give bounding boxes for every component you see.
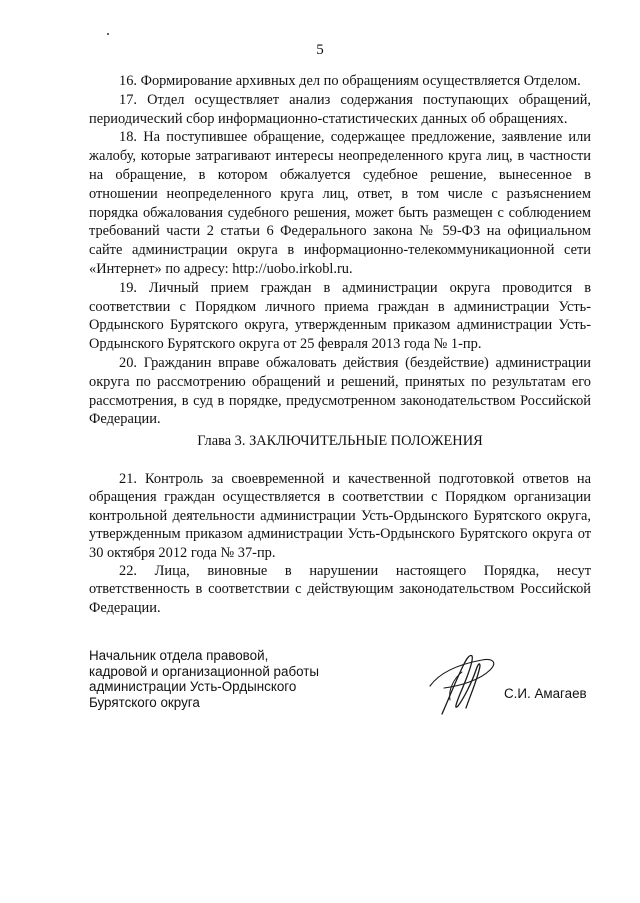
paragraph-22: 22. Лица, виновные в нарушении настоящего Порядка, несут ответственность в соответствии с действующим законодательством Российской Федерации. — [89, 563, 591, 616]
body-section-chapter-3 — [89, 470, 591, 617]
signatory-title-line: Бурятского округа — [89, 694, 200, 710]
paragraph-18: 18. На поступившее обращение, содержащее предложение, заявление или жалобу, которые затрагивают интересы неопределенного круга лиц, в частности на обращение, в котором обжалуется судебное решение, вынесенное в отношении неопределенного круга лиц, ответ, в том числе с разъяснением порядка обжалования судебного решения, может быть размещен с соблюдением требований части 2 статьи 6 Федерального закона № 59-ФЗ на официальном сайте администрации округа в информационно-телекоммуникационной сети «Интернет» по адресу: http://uobo.irkobl.ru. — [89, 129, 591, 277]
paragraph-21: 21. Контроль за своевременной и качественной подготовкой ответов на обращения граждан осуществляется в соответствии с Порядком организации контрольной деятельности администрации Усть-Ордынского Бурятского округа, утвержденным приказом администрации Усть-Ордынского Бурятского округа от 30 октября 2012 года № 37-пр. — [89, 471, 591, 561]
signatory-title-line: администрации Усть-Ордынского — [89, 679, 297, 695]
page-number: 5 — [316, 42, 324, 58]
paragraph-17: 17. Отдел осуществляет анализ содержания поступающих обращений, периодический сбор информационно-статистических данных об обращениях. — [89, 91, 591, 127]
signatory-title-line: Начальник отдела правовой, — [89, 648, 269, 663]
signatory-title-line: кадровой и организационной работы — [89, 663, 320, 679]
signatory-title — [89, 648, 349, 710]
signer-name: С.И. Амагаев — [504, 686, 587, 701]
body-section-chapter-2 — [89, 72, 591, 429]
handwritten-signature-icon — [420, 640, 500, 720]
scan-speck — [107, 33, 109, 35]
chapter-heading: Глава 3. ЗАКЛЮЧИТЕЛЬНЫЕ ПОЛОЖЕНИЯ — [197, 433, 483, 449]
paragraph-16: 16. Формирование архивных дел по обращениям осуществляется Отделом. — [119, 73, 581, 89]
paragraph-19: 19. Личный прием граждан в администрации округа проводится в соответствии с Порядком личного приема граждан в администрации Усть-Ордынского Бурятского округа, утвержденным приказом администрации Усть-Ордынского Бурятского округа от 25 февраля 2013 года № 1-пр. — [89, 279, 591, 353]
paragraph-20: 20. Гражданин вправе обжаловать действия (бездействие) администрации округа по рассмотрению обращений и решений, принятых по результатам его рассмотрения, в суд в порядке, предусмотренном законодательством Российской Федерации. — [89, 354, 591, 428]
